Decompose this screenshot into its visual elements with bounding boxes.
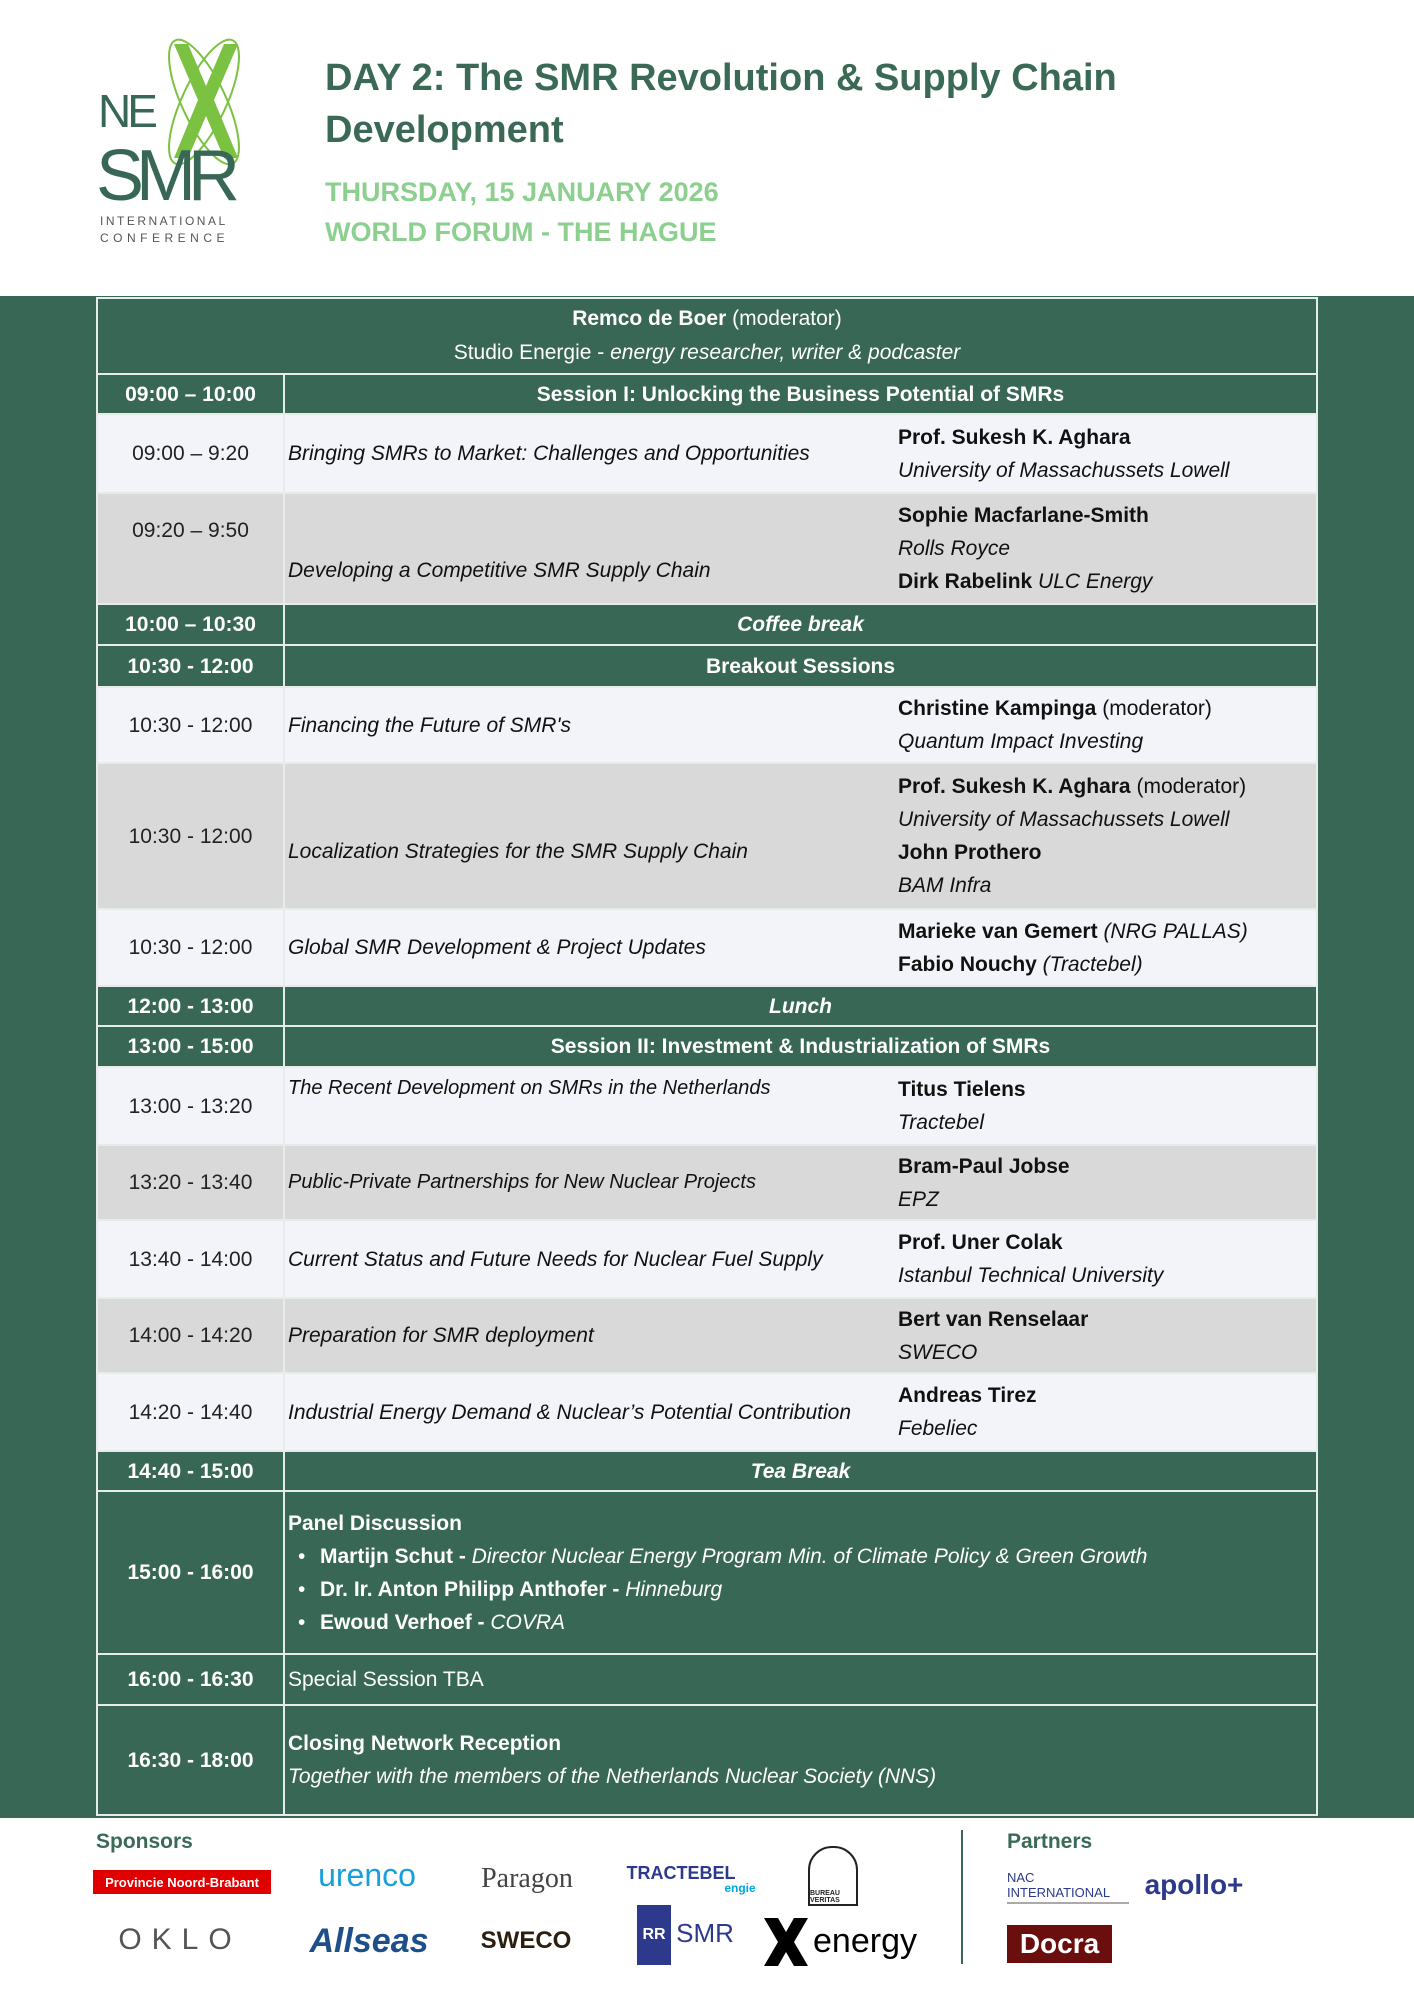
session-desc: Together with the members of the Netherlands Nuclear Society (NNS) bbox=[288, 1765, 937, 1788]
speaker-org: Quantum Impact Investing bbox=[898, 730, 1144, 753]
speaker-name: Dirk Rabelink bbox=[898, 570, 1033, 593]
page-title: DAY 2: The SMR Revolution & Supply Chain Development bbox=[325, 57, 1117, 151]
event-venue: WORLD FORUM - THE HAGUE bbox=[325, 217, 717, 247]
sponsors-heading: Sponsors bbox=[96, 1830, 193, 1853]
speaker-name: Christine Kampinga bbox=[898, 697, 1097, 720]
table-row bbox=[98, 1374, 1316, 1452]
speaker-role: (moderator) bbox=[1130, 775, 1247, 798]
speaker-name: Bram-Paul Jobse bbox=[898, 1154, 1070, 1178]
speaker-org: BAM Infra bbox=[898, 874, 992, 897]
break-title: Tea Break bbox=[750, 1459, 851, 1483]
divider bbox=[961, 1830, 963, 1964]
panelist-name: Ewoud Verhoef - bbox=[320, 1610, 491, 1634]
time: 10:30 - 12:00 bbox=[98, 910, 285, 985]
speaker-org: EPZ bbox=[898, 1187, 939, 1211]
topic: Preparation for SMR deployment bbox=[288, 1324, 594, 1347]
table-row bbox=[98, 910, 1316, 987]
moderator-role: (moderator) bbox=[726, 307, 842, 330]
logo-urenco: urenco bbox=[318, 1856, 416, 1893]
logo-allseas: Allseas bbox=[309, 1921, 429, 1960]
speaker-org: University of Massachussets Lowell bbox=[898, 808, 1230, 831]
topic: Developing a Competitive SMR Supply Chain bbox=[288, 559, 711, 582]
topic: Global SMR Development & Project Updates bbox=[288, 936, 706, 959]
time: 10:30 - 12:00 bbox=[98, 764, 285, 908]
logo-x-energy: energy bbox=[813, 1921, 917, 1960]
panelist-name: Dr. Ir. Anton Philipp Anthofer - bbox=[320, 1577, 626, 1601]
logo-provincie: Provincie Noord-Brabant bbox=[93, 1870, 271, 1894]
session-header bbox=[98, 375, 1316, 415]
panelist-role: Hinneburg bbox=[625, 1577, 723, 1601]
topic: Public-Private Partnerships for New Nuclear Projects bbox=[288, 1171, 756, 1193]
logo-docra: Docra bbox=[1007, 1925, 1112, 1963]
speaker-org: ULC Energy bbox=[1032, 570, 1153, 593]
logo-bureau-veritas: BUREAU VERITAS bbox=[808, 1846, 858, 1906]
x-energy-icon bbox=[764, 1918, 808, 1966]
table-row bbox=[98, 688, 1316, 764]
break-row bbox=[98, 1452, 1316, 1492]
time: 13:20 - 13:40 bbox=[98, 1146, 285, 1219]
time: 13:00 - 15:00 bbox=[98, 1027, 285, 1066]
topic: Industrial Energy Demand & Nuclear’s Potential Contribution bbox=[288, 1400, 852, 1424]
logo-paragon: Paragon bbox=[481, 1863, 573, 1894]
panelist-role: Director Nuclear Energy Program Min. of Climate Policy & Green Growth bbox=[471, 1544, 1148, 1568]
time: 13:40 - 14:00 bbox=[98, 1221, 285, 1297]
panelist bbox=[288, 1540, 1316, 1573]
table-row bbox=[98, 415, 1316, 494]
logo-sweco: SWECO bbox=[480, 1927, 572, 1954]
schedule-table bbox=[96, 297, 1318, 1816]
moderator-desc: energy researcher, writer & podcaster bbox=[610, 341, 961, 364]
topic: The Recent Development on SMRs in the Netherlands bbox=[288, 1077, 771, 1099]
panel-list bbox=[288, 1540, 1316, 1639]
partners-heading: Partners bbox=[1007, 1830, 1093, 1853]
logo-line2: CONFERENCE bbox=[100, 231, 230, 245]
logo-ne: NE bbox=[98, 85, 154, 137]
time: 14:20 - 14:40 bbox=[98, 1374, 285, 1450]
event-date: THURSDAY, 15 JANUARY 2026 bbox=[325, 177, 719, 207]
topic: Bringing SMRs to Market: Challenges and Opportunities bbox=[288, 442, 810, 465]
panel-title: Panel Discussion bbox=[288, 1511, 462, 1535]
speaker-name: Prof. Uner Colak bbox=[898, 1231, 1063, 1254]
topic: Financing the Future of SMR's bbox=[288, 713, 571, 737]
time: 10:30 - 12:00 bbox=[98, 688, 285, 762]
time: 10:00 – 10:30 bbox=[98, 605, 285, 644]
logo-engie: engie bbox=[724, 1881, 756, 1895]
logo-rr-smr: SMR bbox=[676, 1917, 734, 1948]
time: 14:00 - 14:20 bbox=[98, 1299, 285, 1372]
session-header bbox=[98, 646, 1316, 688]
table-row bbox=[98, 1146, 1316, 1221]
speaker-name: Sophie Macfarlane-Smith bbox=[898, 504, 1149, 527]
logo-smr: SMR bbox=[96, 136, 232, 216]
panelist bbox=[288, 1606, 1316, 1639]
table-row bbox=[98, 494, 1316, 605]
break-title: Lunch bbox=[769, 994, 832, 1018]
speaker-name: Titus Tielens bbox=[898, 1078, 1026, 1101]
speaker-org: Rolls Royce bbox=[898, 537, 1011, 560]
speaker-name: Andreas Tirez bbox=[898, 1384, 1037, 1407]
time: 10:30 - 12:00 bbox=[98, 646, 285, 686]
speaker-org: Febeliec bbox=[898, 1417, 978, 1440]
session-title: Special Session TBA bbox=[288, 1668, 484, 1691]
panelist-role: COVRA bbox=[490, 1610, 566, 1634]
special-session-row bbox=[98, 1655, 1316, 1706]
moderator-org: Studio Energie - bbox=[453, 341, 611, 364]
topic: Localization Strategies for the SMR Supply Chain bbox=[288, 839, 748, 863]
session-title: Session I: Unlocking the Business Potential of SMRs bbox=[536, 382, 1065, 406]
panelist bbox=[288, 1573, 1316, 1606]
break-row bbox=[98, 605, 1316, 646]
table-row bbox=[98, 764, 1316, 910]
session-title: Session II: Investment & Industrialization of SMRs bbox=[550, 1035, 1051, 1058]
logo-oklo: OKLO bbox=[118, 1923, 242, 1956]
break-row bbox=[98, 987, 1316, 1027]
time: 15:00 - 16:00 bbox=[98, 1492, 285, 1653]
time: 16:30 - 18:00 bbox=[98, 1706, 285, 1814]
panel-row bbox=[98, 1492, 1316, 1655]
moderator-name: Remco de Boer bbox=[572, 307, 727, 330]
session-title: Breakout Sessions bbox=[705, 654, 896, 678]
table-row bbox=[98, 1221, 1316, 1299]
table-row bbox=[98, 1068, 1316, 1146]
time: 14:40 - 15:00 bbox=[98, 1452, 285, 1490]
time: 09:20 – 9:50 bbox=[98, 494, 285, 603]
moderator-row bbox=[98, 299, 1316, 375]
session-title: Closing Network Reception bbox=[288, 1732, 562, 1755]
event-meta bbox=[325, 172, 719, 252]
session-header bbox=[98, 1027, 1316, 1068]
logo-line1: INTERNATIONAL bbox=[100, 214, 228, 228]
time: 16:00 - 16:30 bbox=[98, 1655, 285, 1704]
speaker-org: University of Massachussets Lowell bbox=[898, 458, 1230, 482]
speaker-name: John Prothero bbox=[898, 841, 1042, 864]
speaker-name: Bert van Renselaar bbox=[898, 1307, 1089, 1331]
speaker-org: (Tractebel) bbox=[1036, 952, 1143, 976]
speaker-name: Fabio Nouchy bbox=[898, 952, 1037, 976]
time: 13:00 - 13:20 bbox=[98, 1068, 285, 1144]
speaker-org: SWECO bbox=[898, 1340, 978, 1364]
speaker-name: Prof. Sukesh K. Aghara bbox=[898, 425, 1131, 449]
logo-nac-international: NAC INTERNATIONAL bbox=[1007, 1868, 1129, 1904]
time: 09:00 – 10:00 bbox=[98, 375, 285, 413]
speaker-org: (NRG PALLAS) bbox=[1097, 919, 1248, 943]
logo-apollo-nuclear: apollo+ bbox=[1144, 1869, 1244, 1900]
speaker-role: (moderator) bbox=[1096, 697, 1212, 720]
nexsmr-logo bbox=[96, 34, 262, 254]
table-row bbox=[98, 1299, 1316, 1374]
logo-tractebel: TRACTEBEL bbox=[626, 1862, 736, 1883]
speaker-name: Marieke van Gemert bbox=[898, 919, 1098, 943]
break-title: Coffee break bbox=[737, 613, 864, 636]
speaker-name: Prof. Sukesh K. Aghara bbox=[898, 775, 1131, 798]
logo-rolls-royce: RR bbox=[637, 1905, 671, 1965]
speaker-org: Tractebel bbox=[898, 1111, 984, 1134]
time: 12:00 - 13:00 bbox=[98, 987, 285, 1025]
speaker-org: Istanbul Technical University bbox=[898, 1264, 1164, 1287]
time: 09:00 – 9:20 bbox=[98, 415, 285, 492]
topic: Current Status and Future Needs for Nuclear Fuel Supply bbox=[288, 1247, 823, 1271]
panelist-name: Martijn Schut - bbox=[320, 1544, 472, 1568]
reception-row bbox=[98, 1706, 1316, 1814]
